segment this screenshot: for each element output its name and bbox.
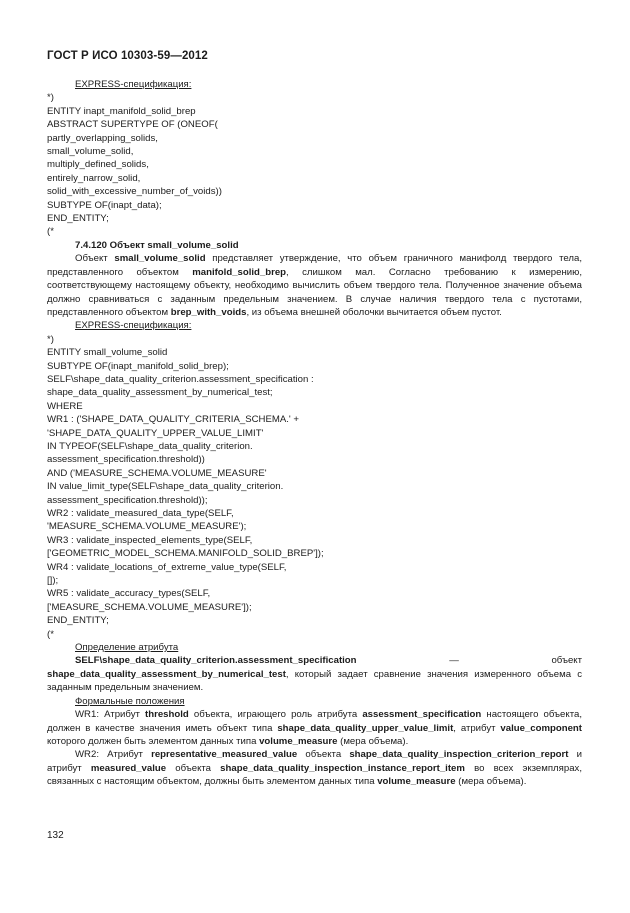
code-line: *) [47, 333, 54, 345]
code-line: ENTITY inapt_manifold_solid_brep [47, 105, 196, 117]
attr-def-paragraph: SELF\shape_data_quality_criterion.assessment_specification — объект shape_data_quality_assessment_by_numerical_test, который задает сравнение значения измеренного объема с заданным предельным значением. [47, 655, 582, 694]
code-line: WR4 : validate_locations_of_extreme_value_type(SELF, [47, 561, 287, 573]
code-line: END_ENTITY; [47, 213, 109, 225]
code-line: SELF\shape_data_quality_criterion.assessment_specification : [47, 373, 314, 385]
wr2-paragraph: WR2: Атрибут representative_measured_value объекта shape_data_quality_inspection_criterion_report и атрибут measured_value объекта shape_data_quality_inspection_instance_report_item во всех экземплярах, связанных с настоящим объектом, должны быть элементом данных типа volume_measure (мера объема). [47, 749, 582, 788]
code-line: *) [47, 92, 54, 104]
code-line: AND ('MEASURE_SCHEMA.VOLUME_MEASURE' [47, 467, 267, 479]
code-line: (* [47, 226, 54, 238]
express-label: EXPRESS-спецификация: [75, 79, 192, 90]
code-line: (* [47, 628, 54, 640]
code-line: SUBTYPE OF(inapt_data); [47, 199, 162, 211]
code-line: ['MEASURE_SCHEMA.VOLUME_MEASURE']); [47, 601, 252, 613]
code-line: 'MEASURE_SCHEMA.VOLUME_MEASURE'); [47, 521, 247, 533]
code-line: solid_with_excessive_number_of_voids)) [47, 186, 222, 198]
code-line: multiply_defined_solids, [47, 159, 149, 171]
page-header: ГОСТ Р ИСО 10303-59—2012 [47, 50, 208, 62]
code-line: SUBTYPE OF(inapt_manifold_solid_brep); [47, 360, 229, 372]
code-line: assessment_specification.threshold)) [47, 454, 205, 466]
code-line: ['GEOMETRIC_MODEL_SCHEMA.MANIFOLD_SOLID_BREP']); [47, 548, 324, 560]
code-line: IN value_limit_type(SELF\shape_data_quality_criterion. [47, 481, 284, 493]
code-line: WR2 : validate_measured_data_type(SELF, [47, 508, 234, 519]
code-line: assessment_specification.threshold)); [47, 494, 208, 506]
code-line: shape_data_quality_assessment_by_numerical_test; [47, 387, 273, 399]
code-line: small_volume_solid, [47, 146, 134, 158]
section-heading: 7.4.120 Объект small_volume_solid [75, 239, 239, 251]
code-line: ABSTRACT SUPERTYPE OF (ONEOF( [47, 119, 218, 131]
wr1-paragraph: WR1: Атрибут threshold объекта, играющего роль атрибута assessment_specification настоящего объекта, должен в качестве значения иметь объект типа shape_data_quality_upper_value_limit, атрибут value_component которого должен быть элементом данных типа volume_measure (мера объема). [47, 709, 582, 747]
code-line: WR1 : ('SHAPE_DATA_QUALITY_CRITERIA_SCHEMA.' + [47, 414, 300, 426]
code-block-1 [47, 91, 582, 238]
section-paragraph: Объект small_volume_solid представляет утверждение, что объем граничного манифолд твердого тела, представленного объектом manifold_solid_brep, слишком мал. Согласно требованию к измерению, соответствующему настоящему объекту, необходимо вычислить объем твердого тела. Полученное значение объема должно сравниваться с заданным предельным значением. В случае наличия твердого тела с пустотами, представленного объектом brep_with_voids, из объема внешней оболочки вычитается объем пустот. [47, 253, 582, 318]
code-line: entirely_narrow_solid, [47, 172, 141, 184]
code-block-2 [47, 333, 582, 641]
code-line: 'SHAPE_DATA_QUALITY_UPPER_VALUE_LIMIT' [47, 427, 264, 439]
page-number: 132 [47, 830, 64, 841]
code-line: WR5 : validate_accuracy_types(SELF, [47, 588, 211, 600]
code-line: ENTITY small_volume_solid [47, 347, 168, 359]
attr-def-label: Определение атрибута [75, 642, 179, 654]
code-line: WHERE [47, 400, 83, 412]
code-line: WR3 : validate_inspected_elements_type(SELF, [47, 534, 253, 546]
code-line: IN TYPEOF(SELF\shape_data_quality_criterion. [47, 440, 253, 452]
code-line: partly_overlapping_solids, [47, 132, 158, 144]
code-line: []); [47, 575, 59, 587]
formal-label: Формальные положения [75, 695, 185, 707]
page-content [47, 78, 582, 789]
express-label: EXPRESS-спецификация: [75, 320, 192, 332]
code-line: END_ENTITY; [47, 615, 109, 627]
